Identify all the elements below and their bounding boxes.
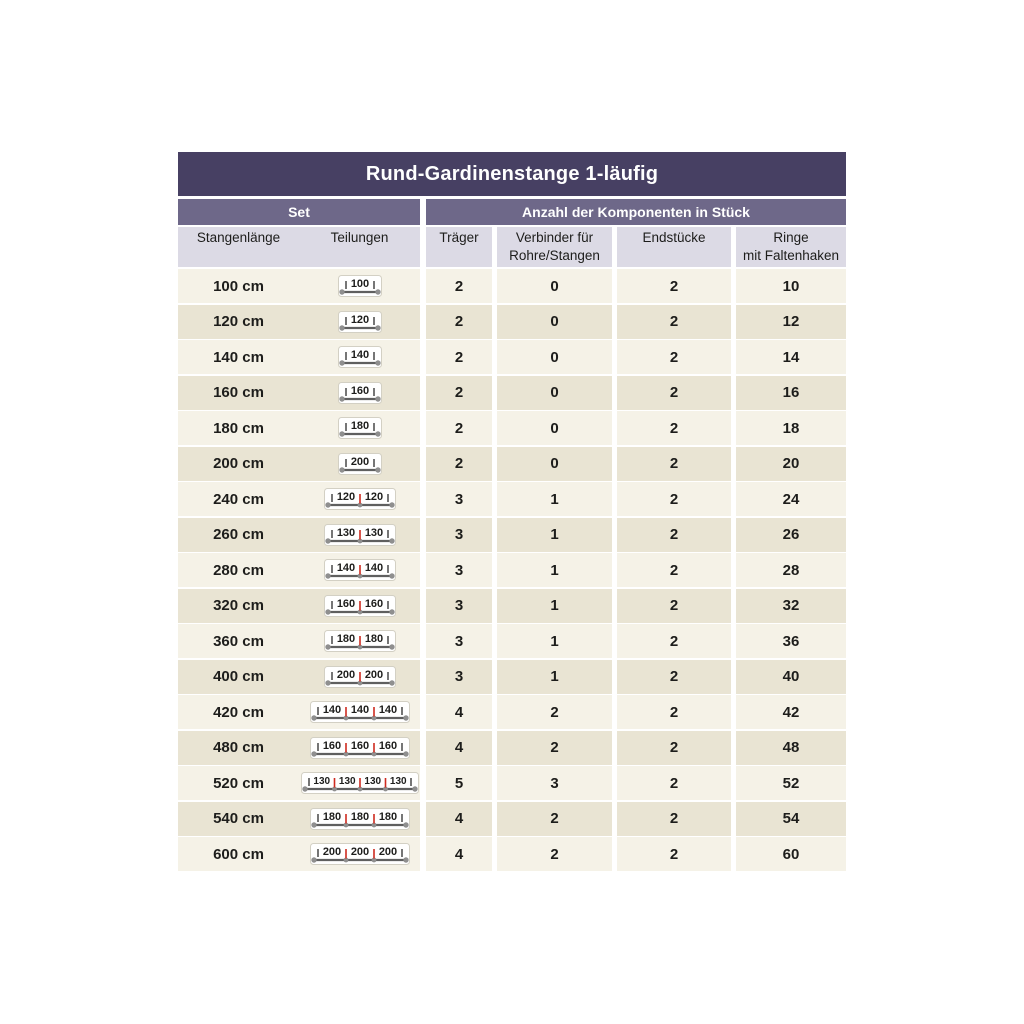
stangenlaenge-value: 140 cm <box>213 348 264 366</box>
set-cell-block <box>178 482 420 516</box>
traeger-value: 3 <box>426 482 492 516</box>
verbinder-value: 3 <box>497 766 612 800</box>
set-cell-block <box>178 766 420 800</box>
col-header-teilungen-label: Teilungen <box>330 230 389 245</box>
stangenlaenge-value: 160 cm <box>213 384 264 401</box>
verbinder-value: 1 <box>497 553 612 587</box>
col-header-traeger <box>426 227 492 267</box>
verbinder-value: 0 <box>497 411 612 445</box>
table-row <box>178 837 846 871</box>
svg-text:160: 160 <box>350 739 369 752</box>
teilungen-diagram <box>299 553 420 587</box>
ringe-value: 24 <box>736 482 846 516</box>
table-row <box>178 660 846 694</box>
set-cell-block <box>178 518 420 552</box>
traeger-value: 4 <box>426 837 492 871</box>
ringe-value: 48 <box>736 731 846 765</box>
verbinder-value: 2 <box>497 837 612 871</box>
verbinder-value: 1 <box>497 624 612 658</box>
verbinder-value: 1 <box>497 518 612 552</box>
table-row <box>178 447 846 481</box>
verbinder-value: 1 <box>497 589 612 623</box>
set-cell-block <box>178 340 420 374</box>
teilungen-diagram <box>299 305 420 339</box>
table-row <box>178 802 846 836</box>
set-cell-block <box>178 447 420 481</box>
column-header-row <box>178 227 846 267</box>
traeger-value: 2 <box>426 376 492 410</box>
verbinder-value: 2 <box>497 731 612 765</box>
col-header-traeger-label: Träger <box>439 230 479 245</box>
traeger-value: 2 <box>426 305 492 339</box>
endstuecke-value: 2 <box>617 305 731 339</box>
endstuecke-value: 2 <box>617 695 731 729</box>
svg-text:130: 130 <box>312 776 330 787</box>
svg-text:200: 200 <box>364 668 383 681</box>
endstuecke-value: 2 <box>617 411 731 445</box>
traeger-value: 3 <box>426 660 492 694</box>
svg-text:120: 120 <box>350 313 369 326</box>
endstuecke-value: 2 <box>617 589 731 623</box>
verbinder-value: 0 <box>497 305 612 339</box>
table-row <box>178 589 846 623</box>
svg-text:140: 140 <box>364 562 383 574</box>
teilungen-diagram <box>299 411 420 445</box>
teilungen-diagram <box>299 589 420 623</box>
svg-text:160: 160 <box>350 384 369 397</box>
set-cell-block <box>178 660 420 694</box>
traeger-value: 5 <box>426 766 492 800</box>
ringe-value: 14 <box>736 340 846 374</box>
svg-text:130: 130 <box>364 526 383 539</box>
svg-text:180: 180 <box>364 633 383 645</box>
ringe-value: 20 <box>736 447 846 481</box>
table-row <box>178 553 846 587</box>
svg-text:200: 200 <box>336 668 355 681</box>
set-cell-block <box>178 553 420 587</box>
set-cell-block <box>178 376 420 410</box>
svg-text:100: 100 <box>350 278 369 290</box>
ringe-value: 54 <box>736 802 846 836</box>
teilungen-diagram <box>299 802 420 836</box>
stangenlaenge-value: 520 cm <box>213 774 264 792</box>
table-row <box>178 766 846 800</box>
verbinder-value: 0 <box>497 269 612 303</box>
stangenlaenge-value: 540 cm <box>213 810 264 827</box>
table-row <box>178 376 846 410</box>
svg-text:180: 180 <box>336 633 355 645</box>
set-cell-block <box>178 731 420 765</box>
ringe-value: 32 <box>736 589 846 623</box>
svg-text:180: 180 <box>378 810 397 823</box>
traeger-value: 3 <box>426 624 492 658</box>
ringe-value: 16 <box>736 376 846 410</box>
stangenlaenge-value: 200 cm <box>213 455 264 472</box>
endstuecke-value: 2 <box>617 518 731 552</box>
table-body <box>178 269 846 871</box>
group-header-set: Set <box>178 199 420 225</box>
svg-text:140: 140 <box>378 704 397 716</box>
teilungen-diagram <box>299 837 420 871</box>
svg-text:160: 160 <box>322 739 341 752</box>
set-cell-block <box>178 269 420 303</box>
teilungen-diagram <box>299 340 420 374</box>
endstuecke-value: 2 <box>617 624 731 658</box>
svg-text:120: 120 <box>364 491 383 503</box>
teilungen-diagram <box>299 731 420 765</box>
table-row <box>178 305 846 339</box>
set-cell-block <box>178 695 420 729</box>
verbinder-value: 1 <box>497 482 612 516</box>
svg-text:130: 130 <box>338 776 356 787</box>
ringe-value: 12 <box>736 305 846 339</box>
svg-text:140: 140 <box>350 349 369 361</box>
stangenlaenge-value: 120 cm <box>213 313 264 330</box>
ringe-value: 10 <box>736 269 846 303</box>
endstuecke-value: 2 <box>617 553 731 587</box>
endstuecke-value: 2 <box>617 447 731 481</box>
ringe-value: 52 <box>736 766 846 800</box>
svg-text:180: 180 <box>350 420 369 432</box>
stangenlaenge-value: 240 cm <box>213 490 264 508</box>
verbinder-value: 0 <box>497 340 612 374</box>
set-cell-block <box>178 624 420 658</box>
endstuecke-value: 2 <box>617 766 731 800</box>
ringe-value: 60 <box>736 837 846 871</box>
col-header-teilungen <box>299 227 420 267</box>
traeger-value: 3 <box>426 518 492 552</box>
traeger-value: 3 <box>426 589 492 623</box>
stangenlaenge-value: 480 cm <box>213 739 264 756</box>
verbinder-value: 2 <box>497 802 612 836</box>
table-row <box>178 482 846 516</box>
teilungen-diagram <box>299 482 420 516</box>
col-header-ringe <box>736 227 846 267</box>
traeger-value: 2 <box>426 447 492 481</box>
ringe-value: 18 <box>736 411 846 445</box>
svg-text:120: 120 <box>336 491 355 503</box>
table-row <box>178 340 846 374</box>
col-header-verbinder <box>497 227 612 267</box>
ringe-value: 36 <box>736 624 846 658</box>
col-header-stangenlaenge <box>178 227 299 267</box>
col-header-endstuecke-label: Endstücke <box>642 230 706 245</box>
svg-text:180: 180 <box>350 810 369 823</box>
stangenlaenge-value: 600 cm <box>213 845 264 863</box>
endstuecke-value: 2 <box>617 660 731 694</box>
ringe-value: 40 <box>736 660 846 694</box>
verbinder-value: 1 <box>497 660 612 694</box>
endstuecke-value: 2 <box>617 731 731 765</box>
svg-text:140: 140 <box>350 704 369 716</box>
set-cell-block <box>178 802 420 836</box>
col-header-ringe-line1: Ringe <box>773 230 809 245</box>
svg-text:130: 130 <box>389 776 407 787</box>
endstuecke-value: 2 <box>617 802 731 836</box>
teilungen-diagram <box>299 766 420 800</box>
verbinder-value: 0 <box>497 376 612 410</box>
svg-text:140: 140 <box>336 562 355 574</box>
col-header-stangenlaenge-label: Stangenlänge <box>196 230 281 245</box>
stangenlaenge-value: 180 cm <box>213 419 264 437</box>
col-header-ringe-line2: mit Faltenhaken <box>742 248 840 263</box>
svg-text:160: 160 <box>364 597 383 610</box>
svg-text:160: 160 <box>336 597 355 610</box>
stangenlaenge-value: 420 cm <box>213 703 264 721</box>
ringe-value: 28 <box>736 553 846 587</box>
set-cell-block <box>178 837 420 871</box>
stangenlaenge-value: 320 cm <box>213 597 264 614</box>
verbinder-value: 2 <box>497 695 612 729</box>
stangenlaenge-value: 280 cm <box>213 561 264 579</box>
svg-text:160: 160 <box>378 739 397 752</box>
col-header-endstuecke <box>617 227 731 267</box>
col-header-verbinder-line2: Rohre/Stangen <box>509 248 600 263</box>
set-cell-block <box>178 411 420 445</box>
set-cell-block <box>178 589 420 623</box>
endstuecke-value: 2 <box>617 482 731 516</box>
set-cell-block <box>178 305 420 339</box>
endstuecke-value: 2 <box>617 837 731 871</box>
product-table <box>178 152 846 873</box>
traeger-value: 4 <box>426 731 492 765</box>
stangenlaenge-value: 100 cm <box>213 277 264 295</box>
traeger-value: 3 <box>426 553 492 587</box>
svg-text:200: 200 <box>350 846 369 858</box>
teilungen-diagram <box>299 447 420 481</box>
endstuecke-value: 2 <box>617 269 731 303</box>
stangenlaenge-value: 400 cm <box>213 668 264 685</box>
endstuecke-value: 2 <box>617 340 731 374</box>
svg-text:130: 130 <box>336 526 355 539</box>
ringe-value: 42 <box>736 695 846 729</box>
stangenlaenge-value: 260 cm <box>213 526 264 543</box>
table-row <box>178 269 846 303</box>
traeger-value: 2 <box>426 269 492 303</box>
col-header-verbinder-line1: Verbinder für <box>515 230 594 245</box>
table-row <box>178 624 846 658</box>
svg-text:140: 140 <box>322 704 341 716</box>
group-header-row <box>178 199 846 225</box>
traeger-value: 4 <box>426 802 492 836</box>
table-row <box>178 411 846 445</box>
teilungen-diagram <box>299 269 420 303</box>
traeger-value: 2 <box>426 340 492 374</box>
table-row <box>178 518 846 552</box>
ringe-value: 26 <box>736 518 846 552</box>
endstuecke-value: 2 <box>617 376 731 410</box>
verbinder-value: 0 <box>497 447 612 481</box>
table-row <box>178 695 846 729</box>
svg-text:200: 200 <box>322 846 341 858</box>
teilungen-diagram <box>299 518 420 552</box>
svg-text:130: 130 <box>363 776 381 787</box>
svg-text:200: 200 <box>350 455 369 468</box>
traeger-value: 2 <box>426 411 492 445</box>
table-title: Rund-Gardinenstange 1-läufig <box>178 152 846 196</box>
teilungen-diagram <box>299 376 420 410</box>
traeger-value: 4 <box>426 695 492 729</box>
teilungen-diagram <box>299 660 420 694</box>
stangenlaenge-value: 360 cm <box>213 632 264 650</box>
table-row <box>178 731 846 765</box>
svg-text:200: 200 <box>378 846 397 858</box>
teilungen-diagram <box>299 695 420 729</box>
teilungen-diagram <box>299 624 420 658</box>
group-header-components: Anzahl der Komponenten in Stück <box>426 199 846 225</box>
set-header-block <box>178 227 420 267</box>
svg-text:180: 180 <box>322 810 341 823</box>
